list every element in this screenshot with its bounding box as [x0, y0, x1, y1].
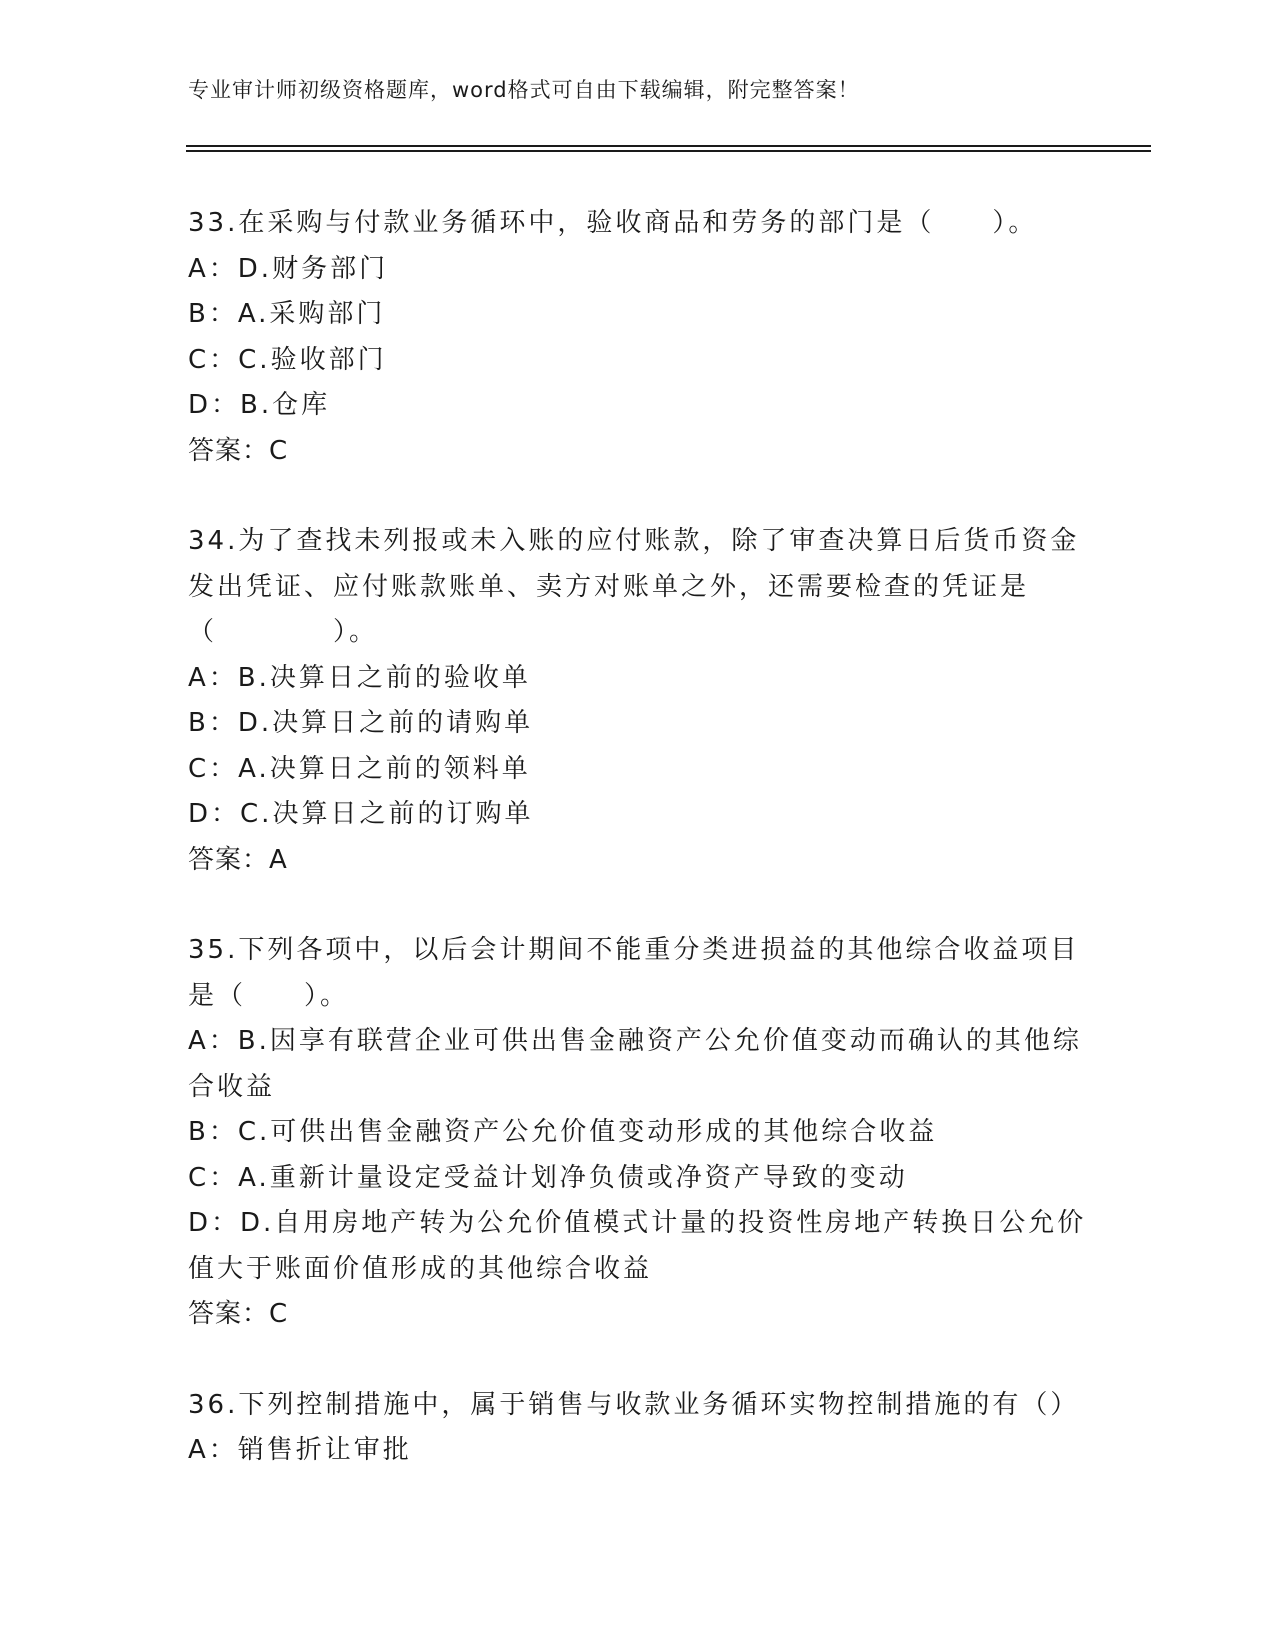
question-stem-line: 33.在采购与付款业务循环中，验收商品和劳务的部门是（ ）。: [188, 208, 1038, 238]
option-line: 值大于账面价值形成的其他综合收益: [188, 1253, 653, 1284]
answer-line: 答案：C: [188, 1299, 289, 1329]
option-line: D：D.自用房地产转为公允价值模式计量的投资性房地产转换日公允价: [188, 1208, 1087, 1238]
question-stem-line: 是（ ）。: [188, 980, 350, 1011]
option-line: D：B.仓库: [188, 390, 331, 420]
answer-line: 答案：C: [188, 435, 289, 466]
question-stem-line: 36.下列控制措施中，属于销售与收款业务循环实物控制措施的有（）: [188, 1389, 1080, 1420]
option-line: A：销售折让审批: [188, 1435, 412, 1465]
option-line: A：D.财务部门: [188, 253, 389, 284]
question-list: [188, 201, 1088, 1519]
question-block: [188, 519, 1088, 883]
option-line: A：B.决算日之前的验收单: [188, 662, 531, 693]
option-line: D：C.决算日之前的订购单: [188, 799, 534, 829]
question-stem-line: （ ）。: [188, 617, 379, 647]
option-line: C：C.验收部门: [188, 344, 387, 375]
option-line: B：C.可供出售金融资产公允价值变动形成的其他综合收益: [188, 1117, 938, 1147]
answer-line: 答案：A: [188, 844, 288, 875]
option-line: A：B.因享有联营企业可供出售金融资产公允价值变动而确认的其他综: [188, 1026, 1082, 1056]
option-line: B：A.采购部门: [188, 299, 386, 329]
header-rule: [186, 145, 1151, 147]
question-block: [188, 1383, 1088, 1474]
option-line: 合收益: [188, 1071, 276, 1102]
question-block: [188, 201, 1088, 474]
header-rule: [186, 150, 1151, 152]
option-line: C：A.重新计量设定受益计划净负债或净资产导致的变动: [188, 1162, 908, 1193]
option-line: B：D.决算日之前的请购单: [188, 708, 534, 738]
question-block: [188, 928, 1088, 1338]
question-stem-line: 发出凭证、应付账款账单、卖方对账单之外，还需要检查的凭证是: [188, 571, 1030, 602]
option-line: C：A.决算日之前的领料单: [188, 753, 531, 784]
question-stem-line: 35.下列各项中，以后会计期间不能重分类进损益的其他综合收益项目: [188, 935, 1080, 965]
page-header: 专业审计师初级资格题库，word格式可自由下载编辑，附完整答案！: [188, 78, 860, 102]
question-stem-line: 34.为了查找未列报或未入账的应付账款，除了审查决算日后货币资金: [188, 526, 1080, 556]
